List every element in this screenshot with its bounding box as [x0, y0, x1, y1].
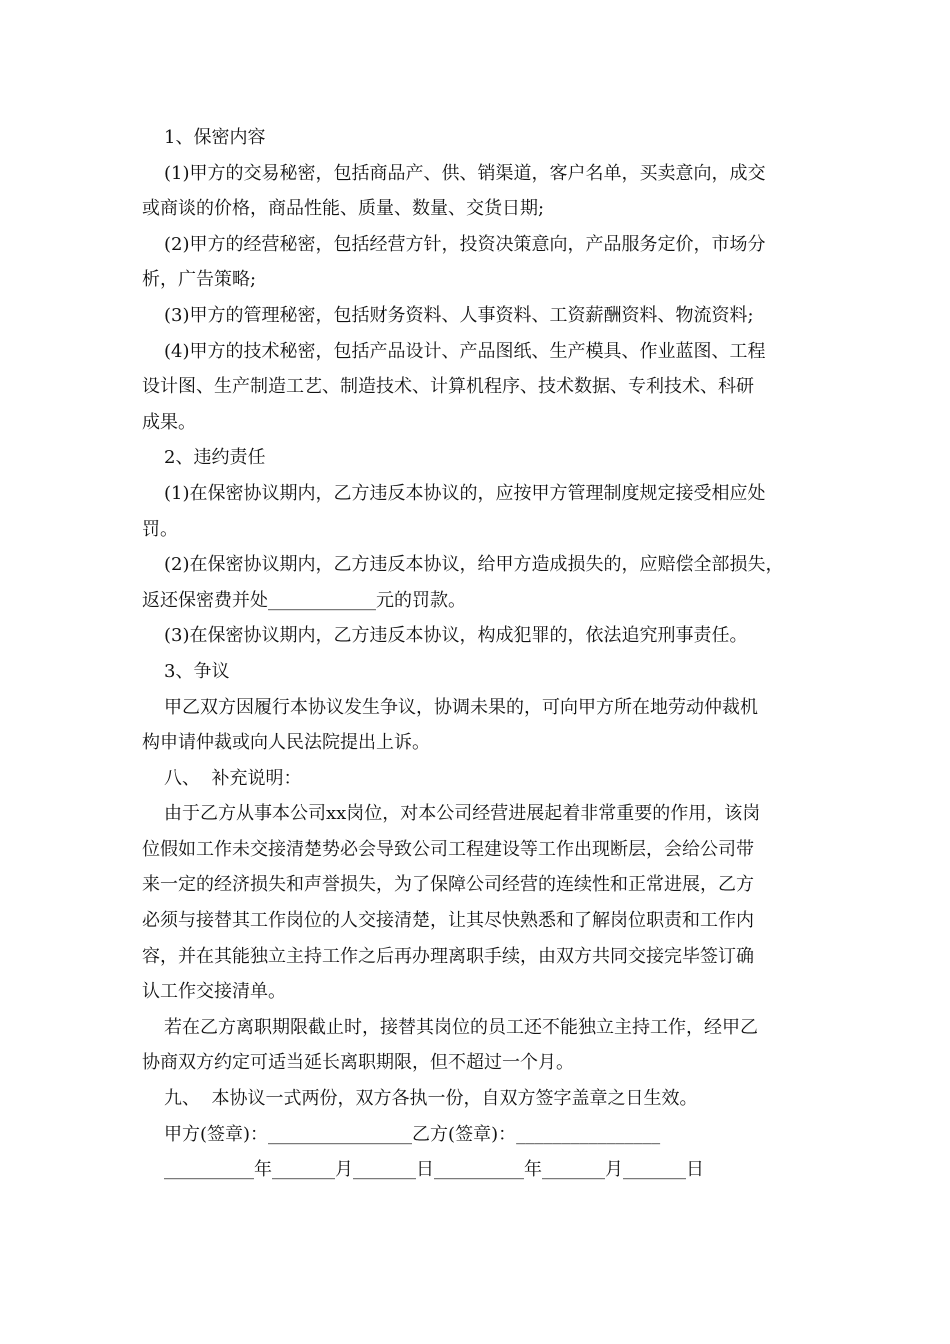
extension-line-1: 若在乙方离职期限截止时，接替其岗位的员工还不能独立主持工作，经甲乙 — [164, 1016, 758, 1038]
clause-1-2-line-2: 析，广告策略; — [142, 269, 257, 291]
supplement-line-5: 容，并在其能独立主持工作之后再办理离职手续，由双方共同交接完毕签订确 — [142, 945, 754, 967]
supplement-line-6: 认工作交接清单。 — [142, 981, 286, 1003]
clause-2-2-line-2: 返还保密费并处____________元的罚款。 — [142, 589, 466, 611]
date-line: __________年_______月_______日__________年_______月_______日 — [164, 1159, 704, 1181]
section-3-heading: 3、争议 — [164, 660, 230, 682]
clause-1-1-line-2: 或商谈的价格，商品性能、质量、数量、交货日期; — [142, 198, 545, 220]
clause-1-4-line-2: 设计图、生产制造工艺、制造技术、计算机程序、技术数据、专利技术、科研 — [142, 376, 754, 398]
clause-1-2-line-1: (2)甲方的经营秘密，包括经营方针，投资决策意向，产品服务定价，市场分 — [164, 233, 766, 255]
supplement-line-4: 必须与接替其工作岗位的人交接清楚，让其尽快熟悉和了解岗位职责和工作内 — [142, 910, 754, 932]
clause-2-2-line-1: (2)在保密协议期内，乙方违反本协议，给甲方造成损失的，应赔偿全部损失， — [164, 554, 784, 576]
dispute-line-2: 构申请仲裁或向人民法院提出上诉。 — [142, 732, 430, 754]
clause-1-4-line-3: 成果。 — [142, 411, 196, 433]
extension-line-2: 协商双方约定可适当延长离职期限，但不超过一个月。 — [142, 1052, 574, 1074]
clause-2-3: (3)在保密协议期内，乙方违反本协议，构成犯罪的，依法追究刑事责任。 — [164, 625, 748, 647]
clause-2-1-line-1: (1)在保密协议期内，乙方违反本协议的，应按甲方管理制度规定接受相应处 — [164, 482, 766, 504]
section-8-heading: 八、 补充说明： — [164, 767, 302, 789]
clause-1-4-line-1: (4)甲方的技术秘密，包括产品设计、产品图纸、生产模具、作业蓝图、工程 — [164, 340, 766, 362]
section-9: 九、 本协议一式两份，双方各执一份，自双方签字盖章之日生效。 — [164, 1088, 698, 1110]
clause-1-3: (3)甲方的管理秘密，包括财务资料、人事资料、工资薪酬资料、物流资料; — [164, 304, 754, 326]
supplement-line-2: 位假如工作未交接清楚势必会导致公司工程建设等工作出现断层，会给公司带 — [142, 838, 754, 860]
section-2-heading: 2、违约责任 — [164, 447, 266, 469]
clause-1-1-line-1: (1)甲方的交易秘密，包括商品产、供、销渠道，客户名单，买卖意向，成交 — [164, 162, 766, 184]
dispute-line-1: 甲乙双方因履行本协议发生争议，协调未果的，可向甲方所在地劳动仲裁机 — [164, 696, 758, 718]
section-1-heading: 1、保密内容 — [164, 127, 266, 148]
clause-2-1-line-2: 罚。 — [142, 518, 178, 540]
signature-line: 甲方(签章)：________________乙方(签章)：________________ — [164, 1123, 661, 1145]
supplement-line-1: 由于乙方从事本公司xx岗位，对本公司经营进展起着非常重要的作用，该岗 — [164, 803, 761, 825]
supplement-line-3: 来一定的经济损失和声誉损失，为了保障公司经营的连续性和正常进展，乙方 — [142, 874, 754, 896]
